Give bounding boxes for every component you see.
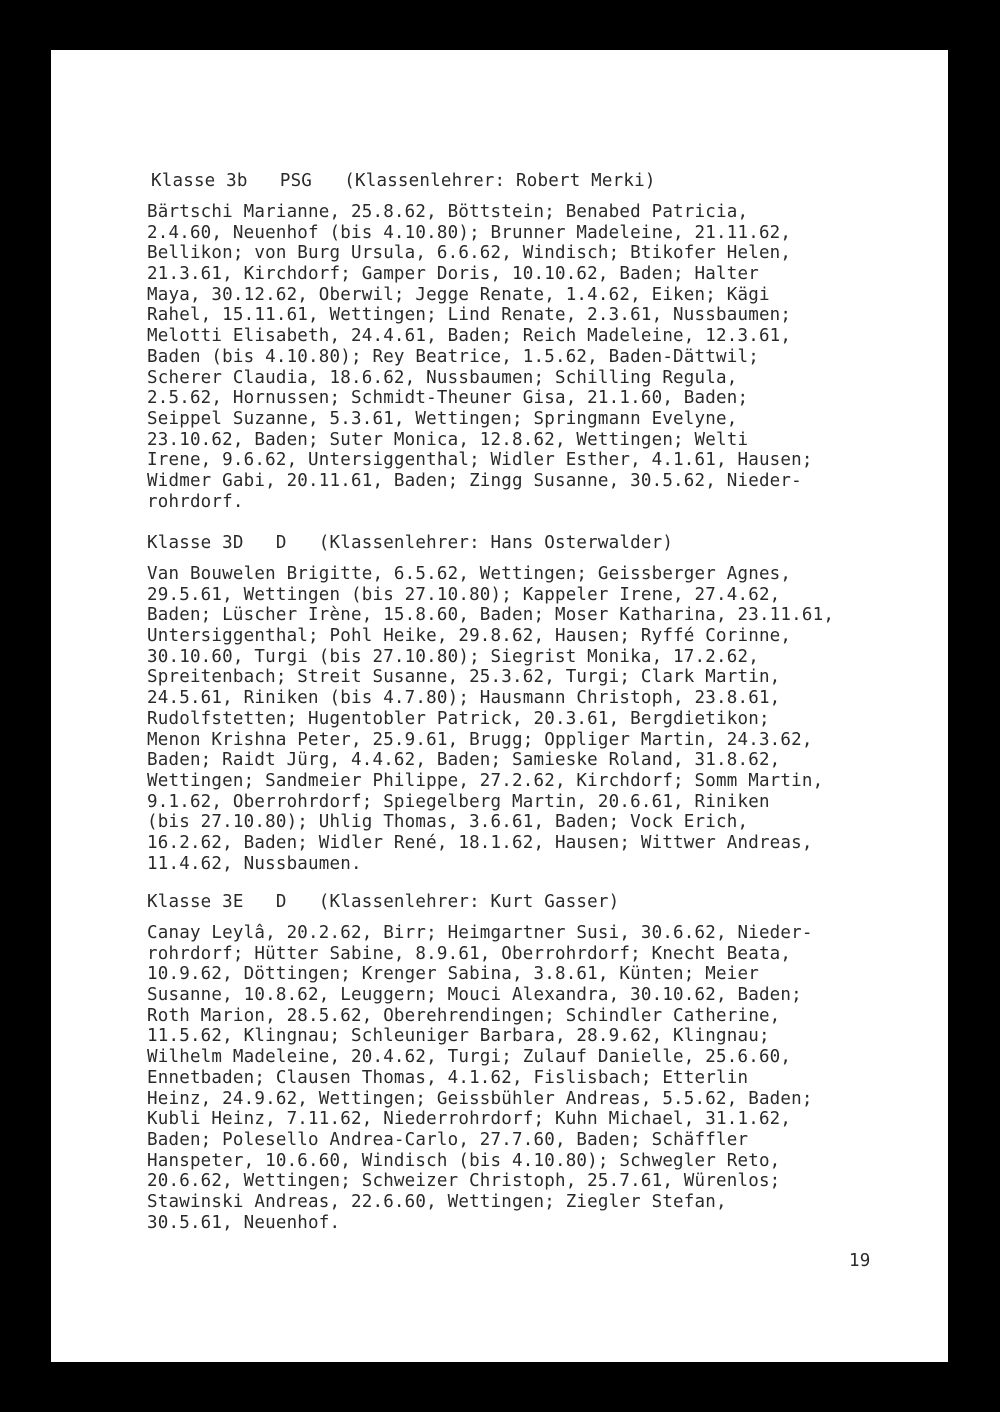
- text-line: Maya, 30.12.62, Oberwil; Jegge Renate, 1.4.62, Eiken; Kägi: [147, 284, 770, 305]
- text-line: rohrdorf.: [147, 491, 244, 512]
- section-body-klasse-3b: [147, 202, 947, 512]
- text-line: rohrdorf; Hütter Sabine, 8.9.61, Oberrohrdorf; Knecht Beata,: [147, 943, 792, 964]
- text-line: 21.3.61, Kirchdorf; Gamper Doris, 10.10.62, Baden; Halter: [147, 264, 759, 285]
- text-line: Seippel Suzanne, 5.3.61, Wettingen; Springmann Evelyne,: [147, 408, 738, 429]
- text-line: Ennetbaden; Clausen Thomas, 4.1.62, Fislisbach; Etterlin: [147, 1067, 749, 1088]
- text-line: Canay Leylâ, 20.2.62, Birr; Heimgartner Susi, 30.6.62, Nieder-: [147, 923, 813, 943]
- text-line: Irene, 9.6.62, Untersiggenthal; Widler Esther, 4.1.61, Hausen;: [147, 450, 813, 471]
- text-line: Kubli Heinz, 7.11.62, Niederrohrdorf; Kuhn Michael, 31.1.62,: [147, 1109, 792, 1130]
- text-line: 24.5.61, Riniken (bis 4.7.80); Hausmann Christoph, 23.8.61,: [147, 688, 781, 709]
- text-line: Widmer Gabi, 20.11.61, Baden; Zingg Susanne, 30.5.62, Nieder-: [147, 470, 802, 491]
- text-line: Rahel, 15.11.61, Wettingen; Lind Renate, 2.3.61, Nussbaumen;: [147, 305, 792, 326]
- text-line: Spreitenbach; Streit Susanne, 25.3.62, Turgi; Clark Martin,: [147, 667, 781, 688]
- text-line: 2.5.62, Hornussen; Schmidt-Theuner Gisa, 21.1.60, Baden;: [147, 388, 749, 409]
- text-line: Heinz, 24.9.62, Wettingen; Geissbühler Andreas, 5.5.62, Baden;: [147, 1088, 813, 1109]
- text-line: Baden; Lüscher Irène, 15.8.60, Baden; Moser Katharina, 23.11.61,: [147, 605, 835, 626]
- page-number: 19: [849, 1251, 871, 1271]
- text-line: 2.4.60, Neuenhof (bis 4.10.80); Brunner Madeleine, 21.11.62,: [147, 222, 792, 243]
- text-line: Untersiggenthal; Pohl Heike, 29.8.62, Hausen; Ryffé Corinne,: [147, 626, 792, 647]
- text-line: 11.4.62, Nussbaumen.: [147, 853, 362, 874]
- text-line: Menon Krishna Peter, 25.9.61, Brugg; Oppliger Martin, 24.3.62,: [147, 729, 813, 750]
- section-heading-klasse-3d: Klasse 3D D (Klassenlehrer: Hans Osterwalder): [147, 533, 674, 553]
- section-body-klasse-3e: [147, 923, 947, 1233]
- text-line: Bärtschi Marianne, 25.8.62, Böttstein; Benabed Patricia,: [147, 202, 749, 222]
- section-heading-klasse-3e: Klasse 3E D (Klassenlehrer: Kurt Gasser): [147, 892, 620, 912]
- text-line: Baden; Raidt Jürg, 4.4.62, Baden; Samieske Roland, 31.8.62,: [147, 750, 781, 771]
- text-line: Susanne, 10.8.62, Leuggern; Mouci Alexandra, 30.10.62, Baden;: [147, 985, 802, 1006]
- text-line: Bellikon; von Burg Ursula, 6.6.62, Windisch; Btikofer Helen,: [147, 243, 792, 264]
- text-line: 9.1.62, Oberrohrdorf; Spiegelberg Martin, 20.6.61, Riniken: [147, 791, 770, 812]
- text-line: Rudolfstetten; Hugentobler Patrick, 20.3.61, Bergdietikon;: [147, 708, 770, 729]
- text-line: (bis 27.10.80); Uhlig Thomas, 3.6.61, Baden; Vock Erich,: [147, 812, 749, 833]
- text-line: Wettingen; Sandmeier Philippe, 27.2.62, Kirchdorf; Somm Martin,: [147, 770, 824, 791]
- text-line: Wilhelm Madeleine, 20.4.62, Turgi; Zulauf Danielle, 25.6.60,: [147, 1047, 792, 1068]
- text-line: 10.9.62, Döttingen; Krenger Sabina, 3.8.61, Künten; Meier: [147, 964, 759, 985]
- text-line: 16.2.62, Baden; Widler René, 18.1.62, Hausen; Wittwer Andreas,: [147, 832, 813, 853]
- text-line: 30.5.61, Neuenhof.: [147, 1212, 341, 1233]
- text-line: Roth Marion, 28.5.62, Oberehrendingen; Schindler Catherine,: [147, 1005, 781, 1026]
- text-line: Van Bouwelen Brigitte, 6.5.62, Wettingen; Geissberger Agnes,: [147, 564, 792, 584]
- text-line: 11.5.62, Klingnau; Schleuniger Barbara, 28.9.62, Klingnau;: [147, 1026, 770, 1047]
- text-line: Hanspeter, 10.6.60, Windisch (bis 4.10.80); Schwegler Reto,: [147, 1150, 781, 1171]
- text-line: Baden; Polesello Andrea-Carlo, 27.7.60, Baden; Schäffler: [147, 1129, 749, 1150]
- text-line: Scherer Claudia, 18.6.62, Nussbaumen; Schilling Regula,: [147, 367, 738, 388]
- section-body-klasse-3d: [147, 564, 947, 874]
- text-line: Melotti Elisabeth, 24.4.61, Baden; Reich Madeleine, 12.3.61,: [147, 326, 792, 347]
- text-line: Stawinski Andreas, 22.6.60, Wettingen; Ziegler Stefan,: [147, 1191, 727, 1212]
- text-line: Baden (bis 4.10.80); Rey Beatrice, 1.5.62, Baden-Dättwil;: [147, 346, 759, 367]
- document-page: [51, 50, 948, 1362]
- text-line: 20.6.62, Wettingen; Schweizer Christoph, 25.7.61, Würenlos;: [147, 1171, 781, 1192]
- text-line: 30.10.60, Turgi (bis 27.10.80); Siegrist Monika, 17.2.62,: [147, 646, 759, 667]
- text-line: 29.5.61, Wettingen (bis 27.10.80); Kappeler Irene, 27.4.62,: [147, 584, 781, 605]
- section-heading-klasse-3b: Klasse 3b PSG (Klassenlehrer: Robert Merki): [151, 171, 656, 191]
- text-line: 23.10.62, Baden; Suter Monica, 12.8.62, Wettingen; Welti: [147, 429, 749, 450]
